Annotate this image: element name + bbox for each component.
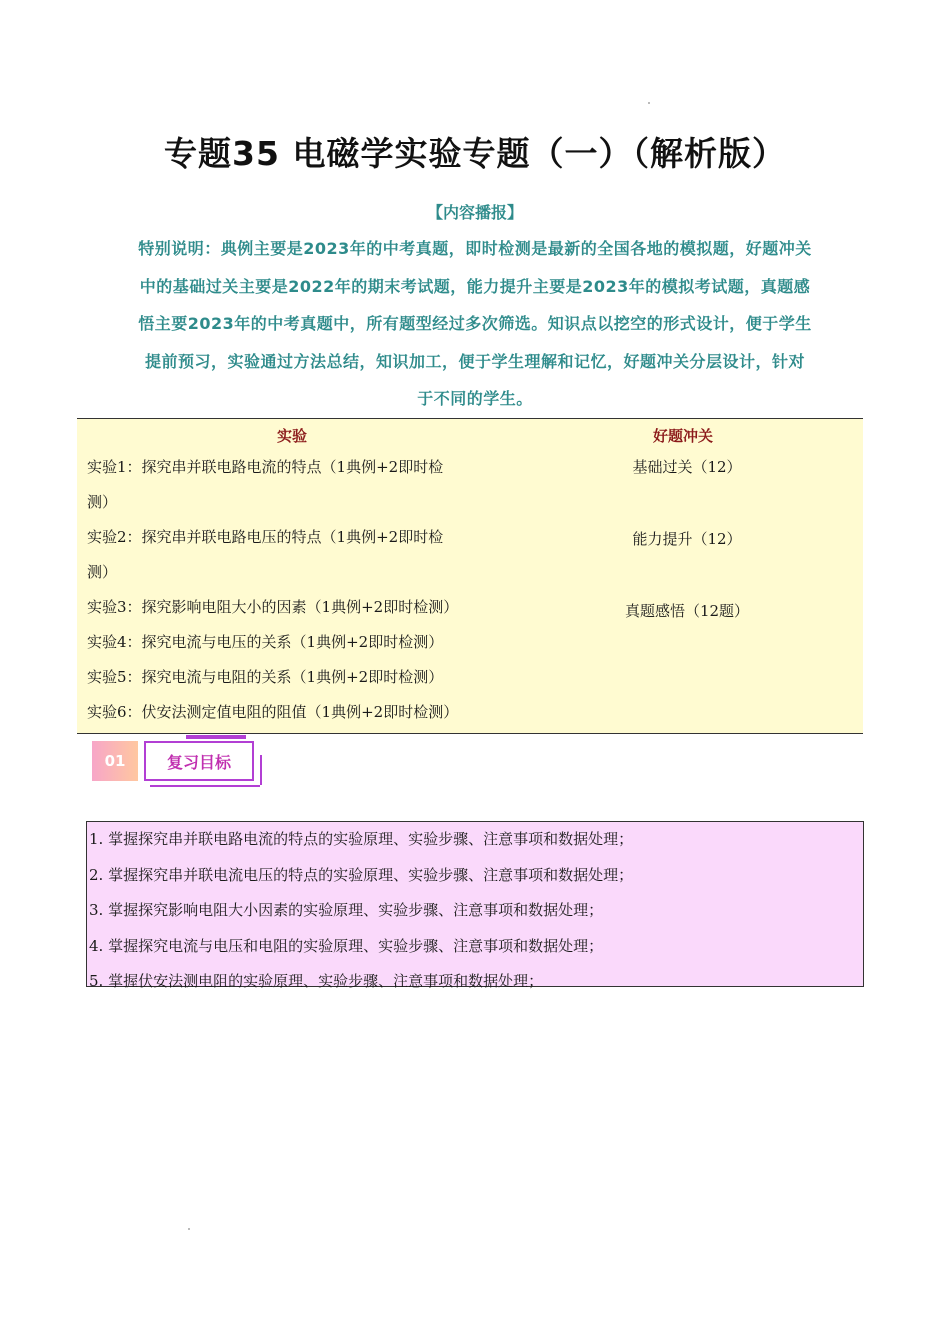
experiment-item: 实验1：探究串并联电路电流的特点（1典例+2即时检 — [87, 458, 444, 476]
notice-line: 中的基础过关主要是2022年的期末考试题，能力提升主要是2023年的模拟考试题，真题感 — [139, 276, 811, 296]
goal-item: 2. 掌握探究串并联电流电压的特点的实验原理、实验步骤、注意事项和数据处理； — [89, 865, 634, 884]
review-goals-box — [86, 821, 864, 990]
experiments-column-header: 实验 — [277, 427, 308, 445]
special-notice — [88, 230, 862, 418]
experiment-item: 实验4：探究电流与电压的关系（1典例+2即时检测） — [87, 633, 444, 651]
practice-column-header: 好题冲关 — [653, 427, 714, 445]
badge-decoration — [252, 755, 262, 785]
practice-item: 基础过关（12） — [632, 458, 742, 476]
scan-dot — [648, 102, 650, 104]
practice-item: 能力提升（12） — [632, 530, 742, 548]
badge-decoration — [150, 785, 260, 787]
experiment-item: 测） — [87, 493, 118, 511]
experiment-item: 实验2：探究串并联电路电压的特点（1典例+2即时检 — [87, 528, 444, 546]
experiments-list — [87, 450, 497, 730]
badge-decoration — [186, 735, 246, 739]
content-broadcast-heading: 【内容播报】 — [426, 203, 523, 222]
notice-line: 于不同的学生。 — [417, 389, 533, 408]
section-badge — [86, 735, 266, 791]
experiment-item: 测） — [87, 563, 118, 581]
section-number: 01 — [92, 741, 138, 781]
scan-dot — [188, 1228, 190, 1230]
goal-item: 4. 掌握探究电流与电压和电阻的实验原理、实验步骤、注意事项和数据处理； — [89, 936, 604, 955]
content-plan-table — [77, 418, 863, 734]
goal-item: 5. 掌握伏安法测电阻的实验原理、实验步骤、注意事项和数据处理； — [89, 972, 544, 990]
experiment-item: 实验6：伏安法测定值电阻的阻值（1典例+2即时检测） — [87, 703, 459, 721]
goal-item: 1. 掌握探究串并联电路电流的特点的实验原理、实验步骤、注意事项和数据处理； — [89, 830, 634, 848]
notice-line: 特别说明：典例主要是2023年的中考真题，即时检测是最新的全国各地的模拟题，好题冲关 — [138, 239, 812, 258]
practice-item: 真题感悟（12题） — [624, 602, 750, 620]
experiment-item: 实验3：探究影响电阻大小的因素（1典例+2即时检测） — [87, 598, 459, 616]
goal-item: 3. 掌握探究影响电阻大小因素的实验原理、实验步骤、注意事项和数据处理； — [89, 901, 604, 919]
section-label: 复习目标 — [144, 741, 254, 781]
notice-line: 提前预习，实验通过方法总结，知识加工，便于学生理解和记忆，好题冲关分层设计，针对 — [144, 351, 805, 371]
notice-line: 悟主要2023年的中考真题中，所有题型经过多次筛选。知识点以挖空的形式设计，便于学生 — [138, 314, 812, 333]
practice-list — [497, 450, 877, 666]
experiment-item: 实验5：探究电流与电阻的关系（1典例+2即时检测） — [87, 668, 444, 686]
page-title: 专题35 电磁学实验专题（一）（解析版） — [164, 134, 786, 173]
